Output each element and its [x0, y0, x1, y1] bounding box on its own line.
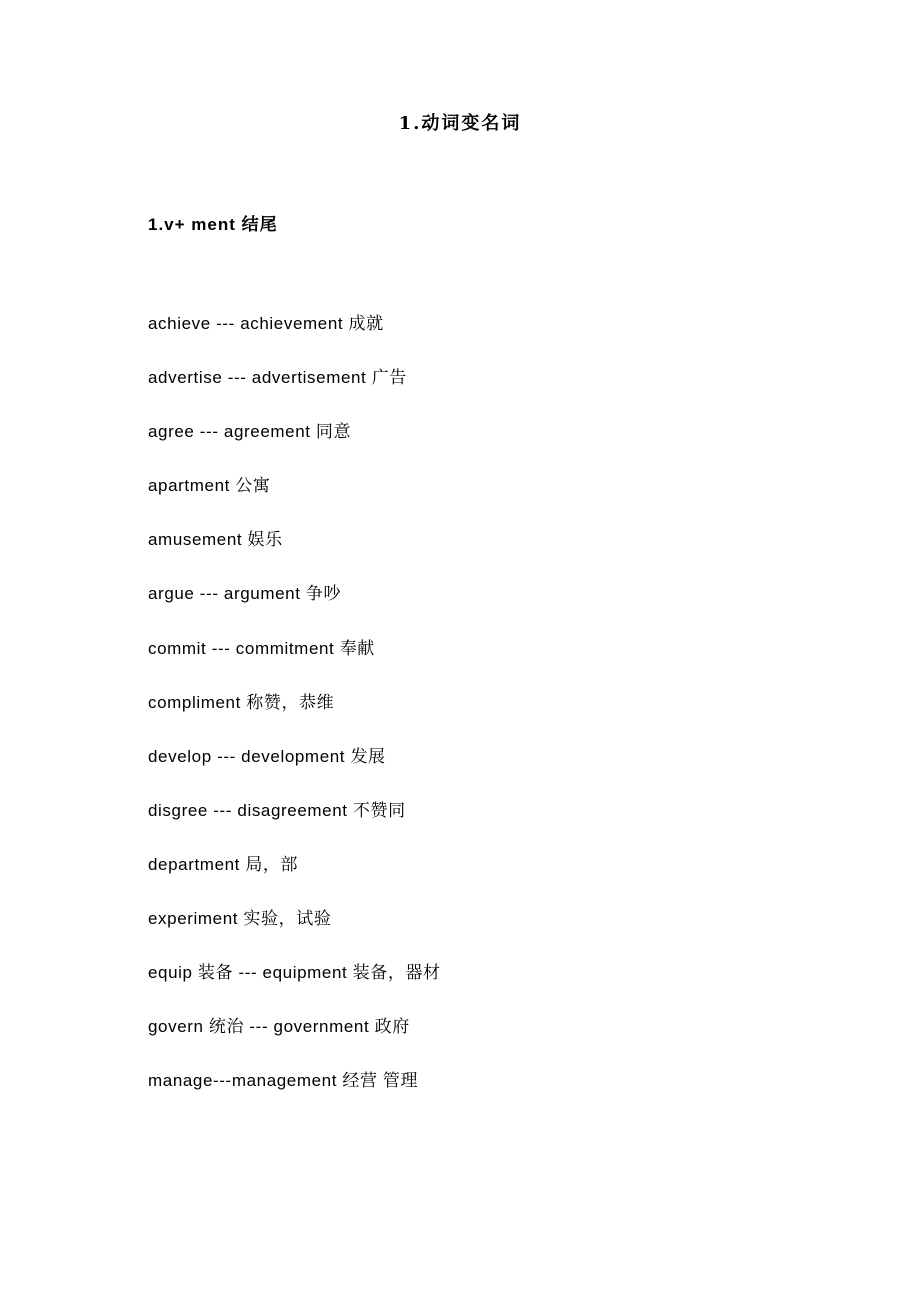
list-item: compliment 称赞，恭维: [148, 692, 335, 712]
list-item: experiment 实验，试验: [148, 909, 332, 929]
list-item: argue --- argument 争吵: [148, 584, 342, 604]
page-title: 1.动词变名词: [398, 113, 522, 134]
list-item: apartment 公寓: [148, 476, 271, 496]
word-list: [148, 313, 441, 1124]
list-item: disgree --- disagreement 不赞同: [148, 800, 406, 820]
list-item: commit --- commitment 奉献: [148, 638, 375, 658]
list-item: department 局，部: [148, 854, 299, 874]
list-item: amusement 娱乐: [148, 530, 283, 550]
list-item: advertise --- advertisement 广告: [148, 368, 407, 388]
list-item: equip 装备 --- equipment 装备，器材: [148, 963, 441, 983]
list-item: develop --- development 发展: [148, 746, 386, 766]
section-heading: 1.v+ ment 结尾: [148, 215, 278, 234]
list-item: achieve --- achievement 成就: [148, 314, 384, 333]
list-item: govern 统治 --- government 政府: [148, 1017, 410, 1037]
list-item: manage---management 经营 管理: [148, 1071, 419, 1091]
list-item: agree --- agreement 同意: [148, 422, 352, 442]
